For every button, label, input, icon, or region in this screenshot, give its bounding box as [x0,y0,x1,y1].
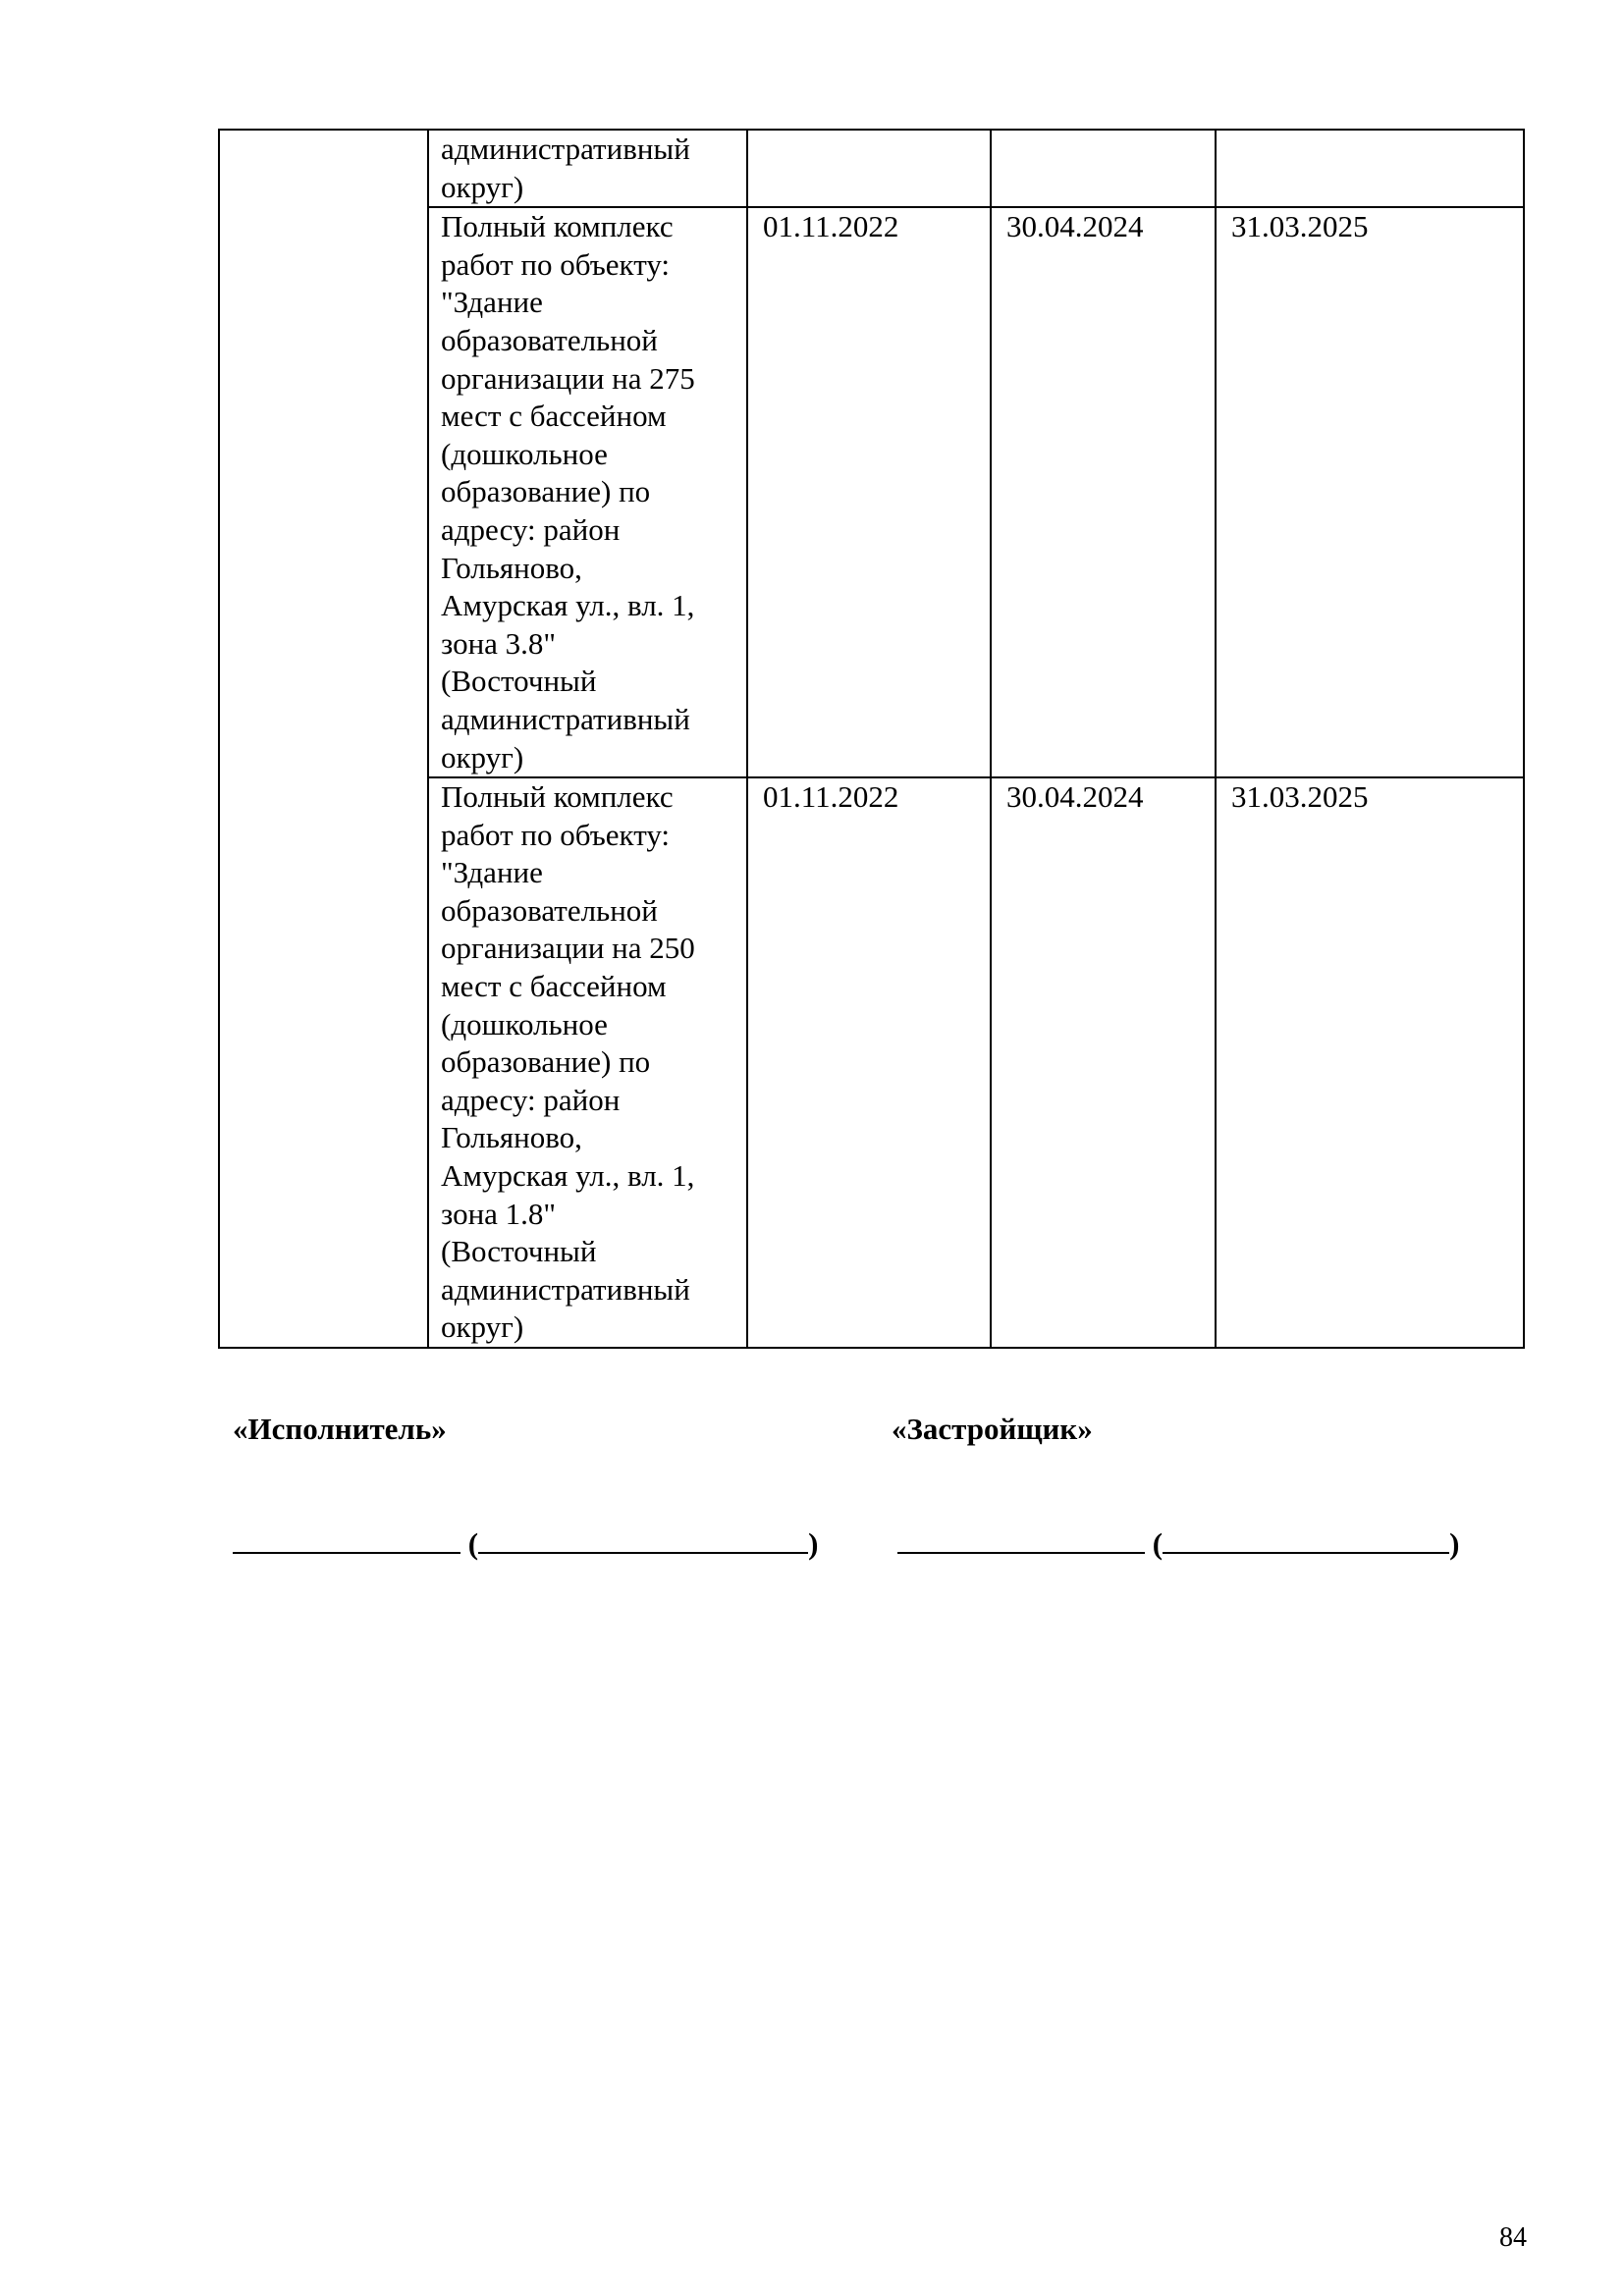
executor-name-blank [478,1522,808,1554]
deadline-date-cell: 31.03.2025 [1216,207,1524,777]
page-number: 84 [1499,2222,1527,2253]
works-schedule-table [218,129,1525,1349]
deadline-date-cell: 31.03.2025 [1216,777,1524,1348]
developer-signature-blank [897,1522,1145,1554]
object-description-cell: Полный комплекс работ по объекту: "Здание образовательной организации на 275 мест с бассейном (дошкольное образование) по адресу: район Гольяново, Амурская ул., вл. 1, зона 3.8" (Восточный административный округ) [428,207,747,777]
developer-close-paren: ) [1449,1526,1460,1561]
start-date-cell: 01.11.2022 [747,207,991,777]
object-description-cell: Полный комплекс работ по объекту: "Здание образовательной организации на 250 мест с бассейном (дошкольное образование) по адресу: район Гольяново, Амурская ул., вл. 1, зона 1.8" (Восточный административный округ) [428,777,747,1348]
end-date-cell: 30.04.2024 [991,777,1216,1348]
end-date-cell [991,130,1216,207]
developer-open-paren: ( [1152,1526,1164,1561]
start-date-cell [747,130,991,207]
executor-close-paren: ) [808,1526,819,1561]
object-description-cell: административный округ) [428,130,747,207]
executor-signature-line [233,1522,818,1563]
developer-label: «Застройщик» [892,1412,1093,1446]
end-date-cell: 30.04.2024 [991,207,1216,777]
start-date-cell: 01.11.2022 [747,777,991,1348]
executor-label: «Исполнитель» [233,1412,447,1446]
number-cell [219,130,428,1348]
developer-signature-line [897,1522,1459,1563]
developer-name-blank [1163,1522,1449,1554]
executor-signature-blank [233,1522,460,1554]
deadline-date-cell [1216,130,1524,207]
table-row [219,130,1524,207]
executor-open-paren: ( [467,1526,479,1561]
